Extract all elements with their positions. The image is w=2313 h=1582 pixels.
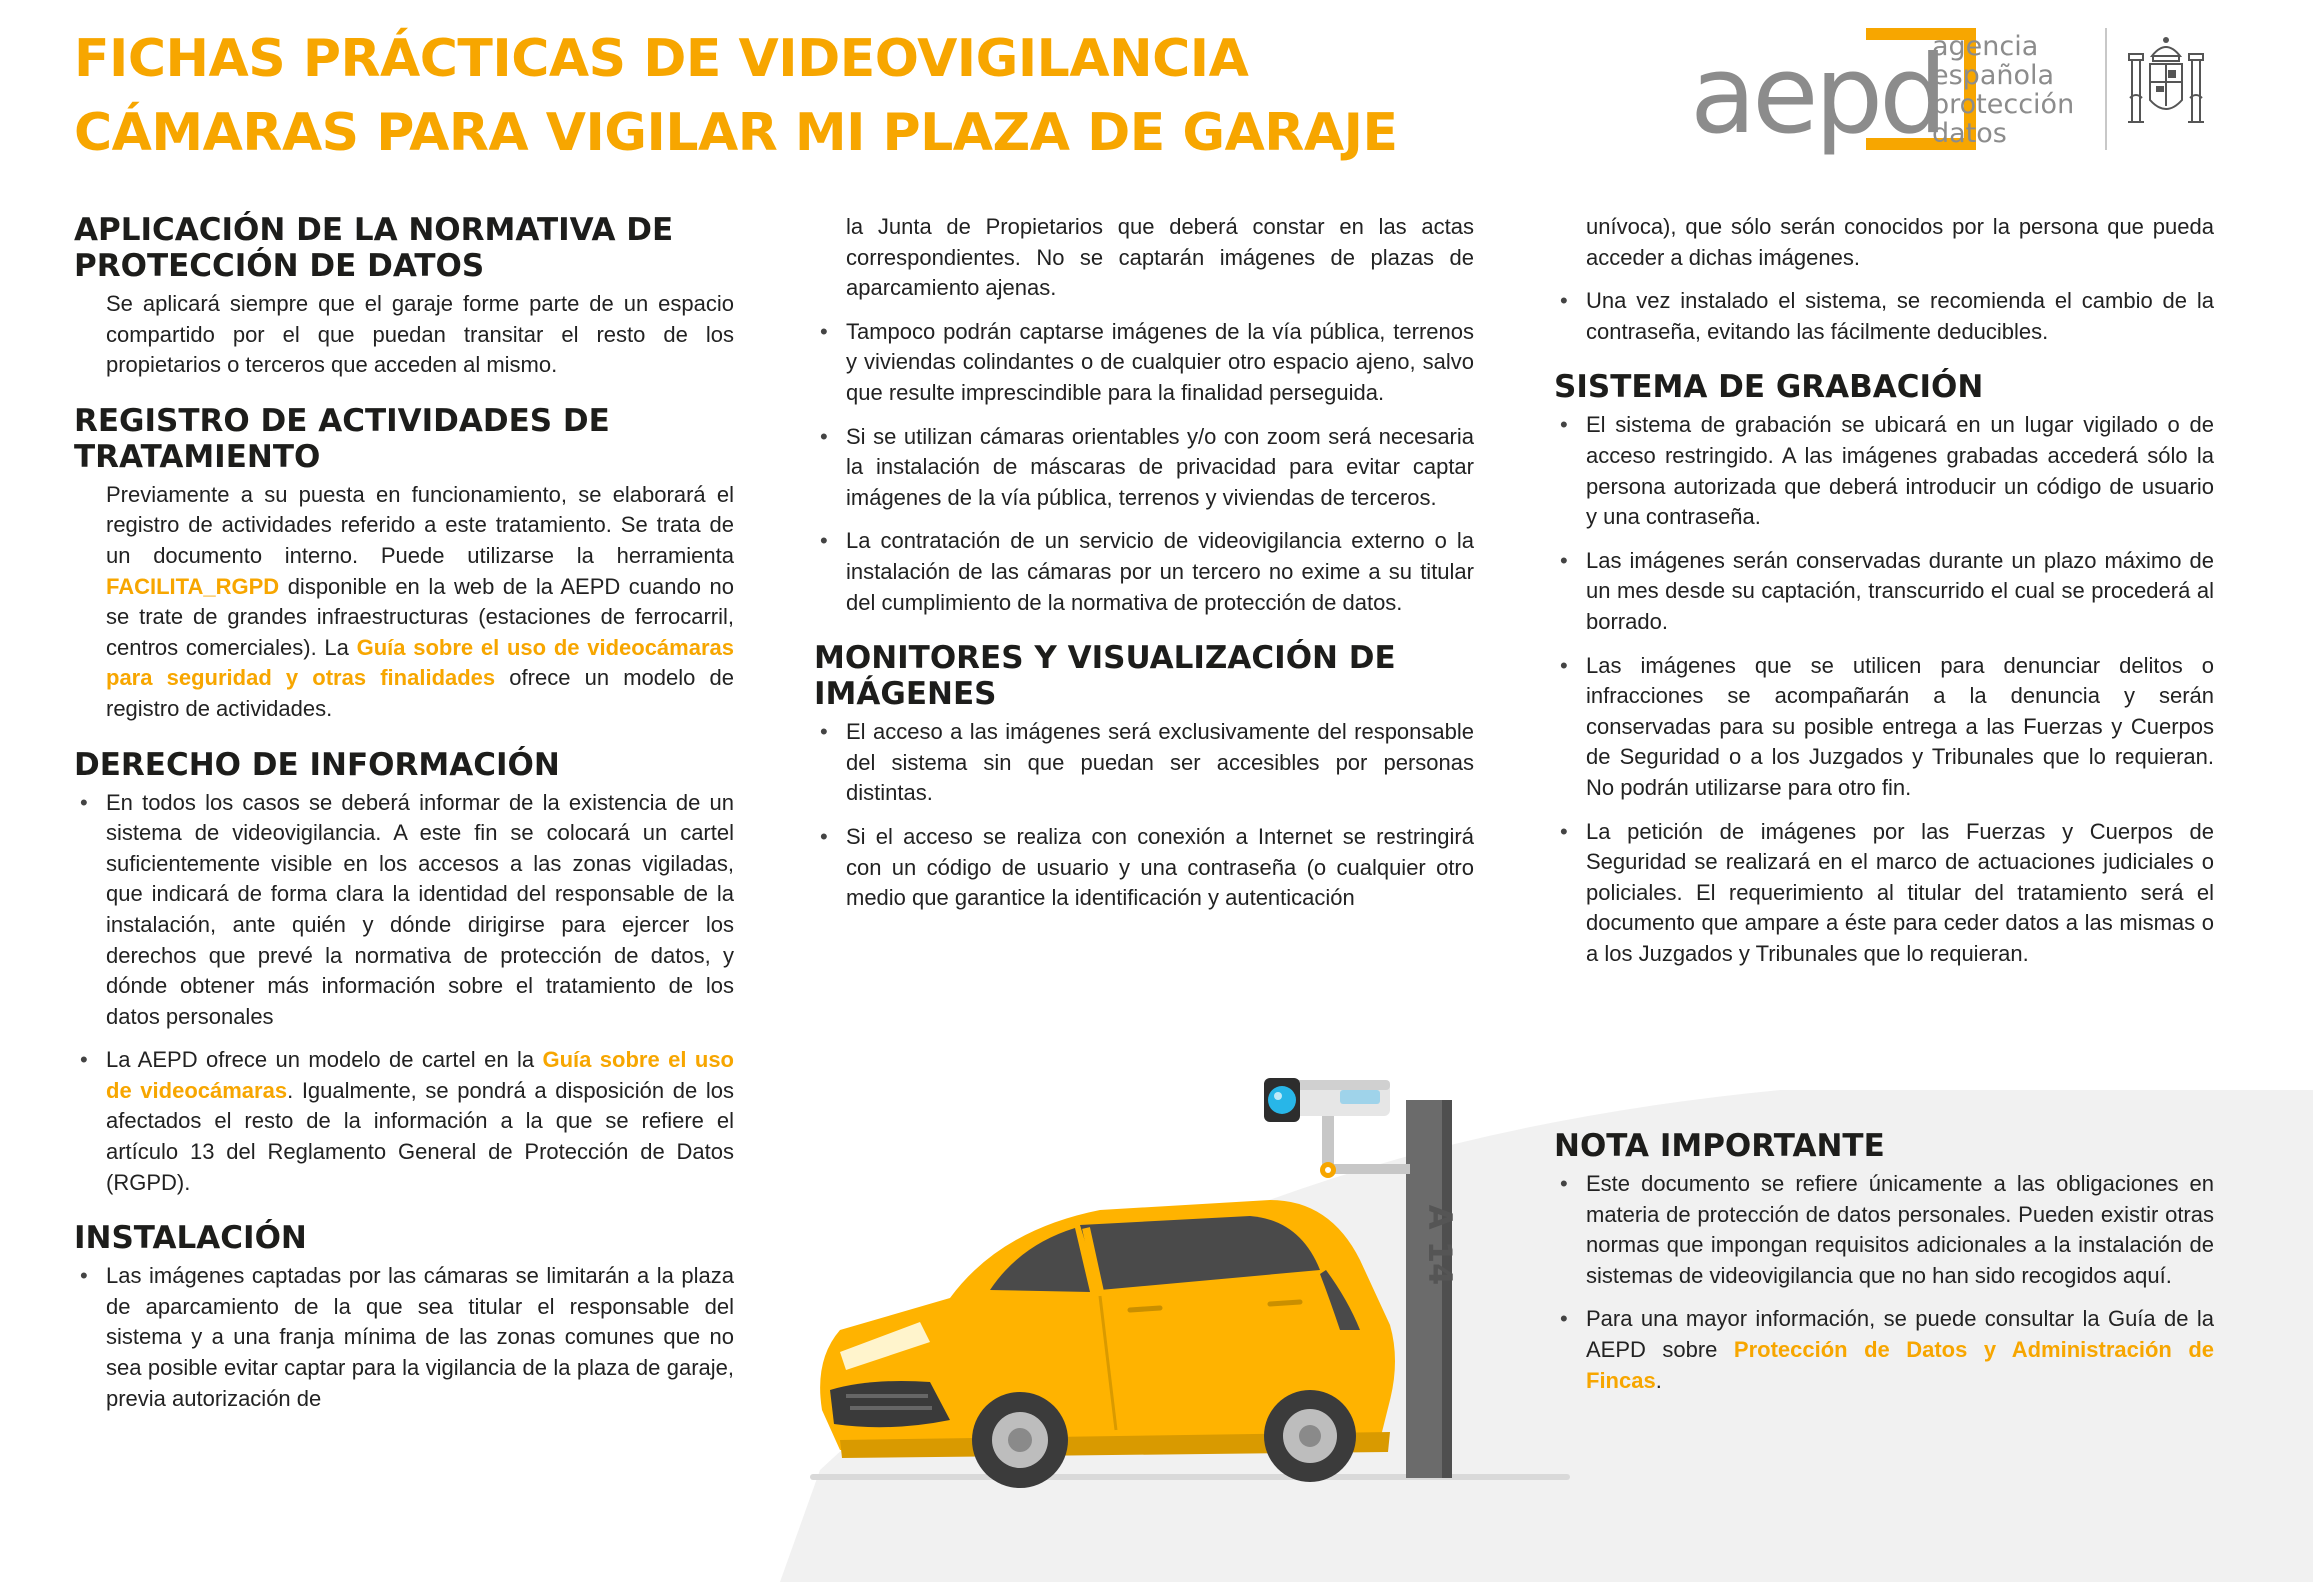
heading-nota: NOTA IMPORTANTE xyxy=(1554,1128,1885,1164)
section-instalacion xyxy=(74,1220,734,1414)
section-aplicacion xyxy=(74,212,734,381)
paragraph-registro: Previamente a su puesta en funcionamiento, se elaborará el registro de actividades referido a este tratamiento. Se trata de un documento interno. Puede utilizarse la herramienta FACILITA_RGPD disponible en la web de la AEPD cuando no se trate de grandes infraestructuras (estaciones de ferrocarril, centros comerciales). La Guía sobre el uso de videocámaras para seguridad y otras finalidades ofrece un modelo de registro de actividades. xyxy=(106,481,734,721)
aepd-logo xyxy=(1690,28,2220,158)
section-registro xyxy=(74,403,734,725)
list-item: • Una vez instalado el sistema, se recomienda el cambio de la contraseña, evitando las fácilmente deducibles. xyxy=(1554,286,2214,347)
pole-label: A 14 xyxy=(1421,1204,1459,1286)
spain-coat-of-arms-icon xyxy=(2126,34,2206,144)
list-item: • El acceso a las imágenes será exclusivamente del responsable del sistema sin que puedan ser accesibles por personas distintas. xyxy=(814,717,1474,809)
list-informacion xyxy=(74,788,734,1199)
section-instalacion-cont xyxy=(814,212,1474,618)
column-1 xyxy=(74,212,734,1436)
list-item: • Las imágenes captadas por las cámaras se limitarán a la plaza de aparcamiento de la que sea titular el responsable del sistema y a una franja mínima de las zonas comunes que no sea posible evitar captar para la vigilancia de la plaza de garaje, previa autorización de xyxy=(74,1261,734,1414)
list-nota xyxy=(1554,1169,2214,1396)
title-line-1: FICHAS PRÁCTICAS DE VIDEOVIGILANCIA xyxy=(74,29,1249,89)
list-item-continued: unívoca), que sólo serán conocidos por la persona que pueda acceder a dichas imágenes. xyxy=(1586,214,2214,270)
section-grabacion xyxy=(1554,369,2214,969)
column-3 xyxy=(1554,212,2214,991)
list-instalacion xyxy=(74,1261,734,1414)
list-item: • Las imágenes serán conservadas durante un plazo máximo de un mes desde su captación, transcurrido el cual se procederá al borrado. xyxy=(1554,546,2214,638)
list-item: • Este documento se refiere únicamente a las obligaciones en materia de protección de datos personales. Pueden existir otras normas que impongan requisitos adicionales a la instalación de sistemas de videovigilancia que no han sido recogidos aquí. xyxy=(1554,1169,2214,1291)
page-title xyxy=(74,22,1397,170)
paragraph-aplicacion: Se aplicará siempre que el garaje forme parte de un espacio compartido por el que puedan transitar el resto de los propietarios o terceros que acceden al mismo. xyxy=(106,291,734,378)
list-item: • Para una mayor información, se puede consultar la Guía de la AEPD sobre Protección de Datos y Administración de Fincas. xyxy=(1554,1304,2214,1396)
aepd-wordmark: aepd xyxy=(1690,33,1944,158)
heading-informacion: DERECHO DE INFORMACIÓN xyxy=(74,746,560,783)
section-monitores xyxy=(814,640,1474,914)
list-item: • Las imágenes que se utilicen para denunciar delitos o infracciones se acompañarán a la denuncia y serán conservadas para su posible entrega a las Fuerzas y Cuerpos de Seguridad o a los Juzgados y Tribunales que lo requieran. No podrán utilizarse para otro fin. xyxy=(1554,651,2214,804)
list-item: • La contratación de un servicio de videovigilancia externo o la instalación de las cámaras por un tercero no exime a su titular del cumplimiento de la normativa de protección de datos. xyxy=(814,526,1474,618)
heading-monitores: MONITORES Y VISUALIZACIÓN DE IMÁGENES xyxy=(814,640,1396,713)
heading-registro: REGISTRO DE ACTIVIDADES DE TRATAMIENTO xyxy=(74,402,610,475)
list-grabacion xyxy=(1554,410,2214,969)
link-facilita-rgpd[interactable]: FACILITA_RGPD xyxy=(106,573,280,599)
list-item-continued: la Junta de Propietarios que deberá constar en las actas correspondientes. No se captarán imágenes de plazas de aparcamiento ajenas. xyxy=(846,214,1474,301)
link-guia-administracion-fincas[interactable]: Protección de Datos y Administración de Fincas xyxy=(1586,1336,2215,1393)
title-line-2: CÁMARAS PARA VIGILAR MI PLAZA DE GARAJE xyxy=(74,103,1398,163)
list-item: • La petición de imágenes por las Fuerzas y Cuerpos de Seguridad se realizará en el marco de actuaciones judiciales o policiales. El requerimiento al titular del tratamiento será el documento que ampare a éste para ceder datos a las mismas o a los Juzgados y Tribunales que lo requieran. xyxy=(1554,817,2214,970)
yellow-car-icon xyxy=(820,1200,1395,1488)
logo-divider xyxy=(2105,28,2107,150)
list-instalacion-2 xyxy=(814,317,1474,618)
column-2 xyxy=(814,212,1474,936)
heading-grabacion: SISTEMA DE GRABACIÓN xyxy=(1554,369,1984,406)
heading-aplicacion: APLICACIÓN DE LA NORMATIVA DE PROTECCIÓN DE DATOS xyxy=(74,212,674,284)
list-item: • Tampoco podrán captarse imágenes de la vía pública, terrenos y viviendas colindantes o de cualquier otro espacio ajeno, salvo que resulte imprescindible para la finalidad perseguida. xyxy=(814,317,1474,409)
agency-name: agencia española protección datos xyxy=(1932,31,2075,149)
heading-instalacion: INSTALACIÓN xyxy=(74,1220,307,1257)
security-camera-icon xyxy=(1264,1078,1390,1122)
list-item: • La AEPD ofrece un modelo de cartel en la Guía sobre el uso de videocámaras. Igualmente, se pondrá a disposición de los afectados el resto de la información a la que se refiere el artículo 13 del Reglamento General de Protección de Datos (RGPD). xyxy=(74,1045,734,1198)
list-item: • El sistema de grabación se ubicará en un lugar vigilado o de acceso restringido. A las imágenes grabadas accederá sólo la persona autorizada que deberá introducir un código de usuario y una contraseña. xyxy=(1554,410,2214,532)
section-nota-importante xyxy=(1554,1128,2214,1409)
link-guia-videocamaras-seguridad[interactable]: Guía sobre el uso de videocámaras para seguridad y otras finalidades xyxy=(106,634,734,691)
link-guia-videocamaras[interactable]: Guía sobre el uso de videocámaras xyxy=(106,1047,734,1103)
section-informacion xyxy=(74,747,734,1199)
list-monitores xyxy=(814,717,1474,914)
list-item: • Si el acceso se realiza con conexión a Internet se restringirá con un código de usuario y una contraseña (o cualquier otro medio que garantice la identificación y autenticación xyxy=(814,822,1474,914)
list-item: • Si se utilizan cámaras orientables y/o con zoom será necesaria la instalación de máscaras de privacidad para evitar captar imágenes de la vía pública, terrenos y viviendas de terceros. xyxy=(814,422,1474,514)
list-item: • En todos los casos se deberá informar de la existencia de un sistema de videovigilancia. A este fin se colocará un cartel suficientemente visible en los accesos a las zonas vigiladas, que indicará de forma clara la identidad del responsable de la instalación, ante quién y dónde dirigirse para ejercer los derechos que prevé la normativa de protección de datos, y dónde obtener más información sobre el tratamiento de los datos personales xyxy=(74,788,734,1033)
section-monitores-cont xyxy=(1554,212,2214,347)
garage-car-camera-illustration xyxy=(800,1060,1570,1560)
